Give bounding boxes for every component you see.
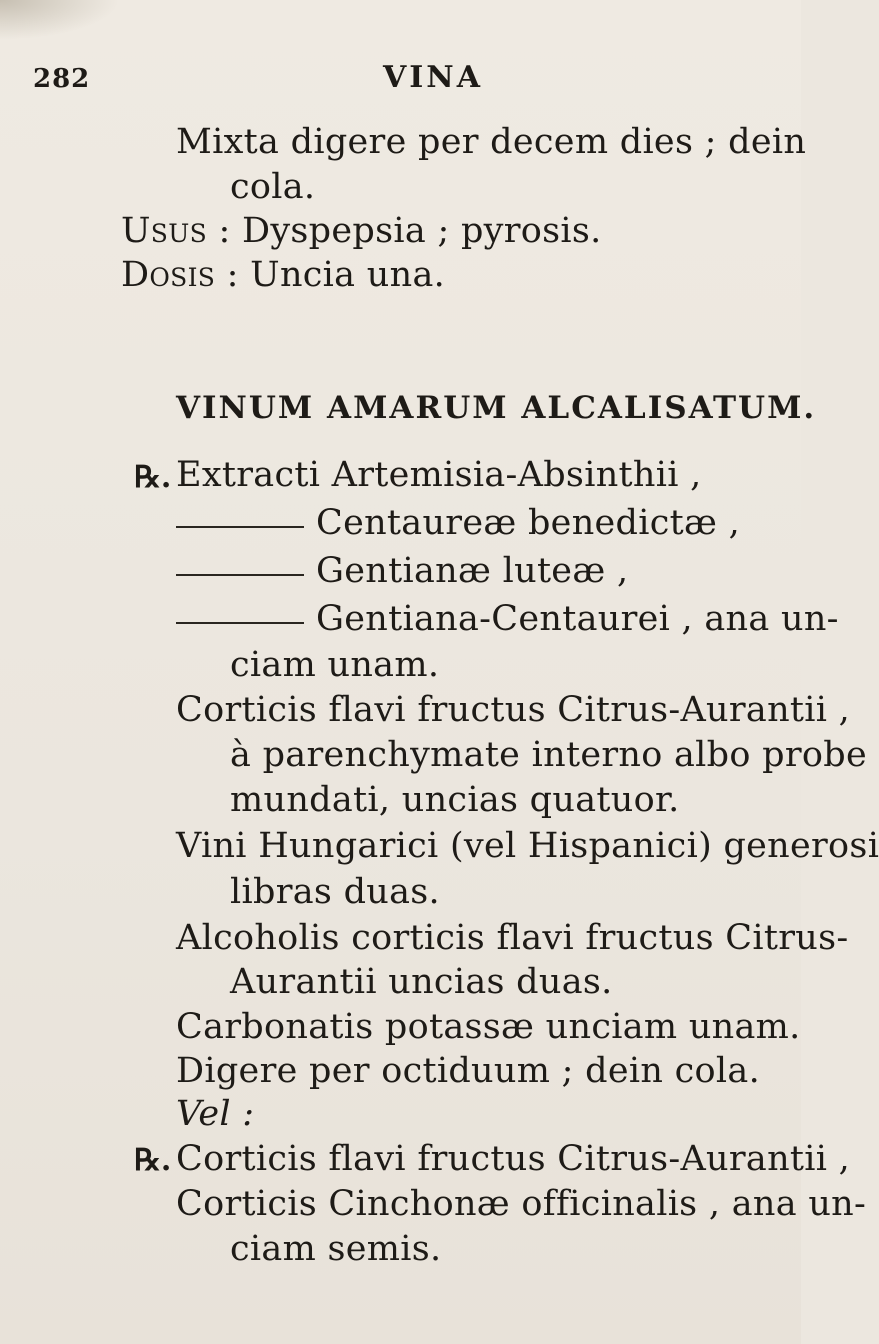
paper-stain	[0, 0, 120, 40]
vel-label: Vel :	[176, 1094, 255, 1134]
ditto-dash	[176, 622, 304, 624]
ingredient-text: Centaureæ benedictæ ,	[316, 503, 741, 543]
dosis-label: Dosis :	[121, 255, 239, 295]
ingredient-line: à parenchymate interno albo probe	[230, 735, 867, 775]
text-line: Mixta digere per decem dies ; dein	[176, 122, 807, 162]
usus-line	[121, 211, 602, 251]
recipe-symbol: ℞.	[134, 460, 172, 495]
usus-text: Dyspepsia ; pyrosis.	[241, 211, 602, 251]
ingredient-line: Aurantii uncias duas.	[230, 962, 613, 1002]
ingredient-line	[176, 599, 839, 639]
ingredient-line: Carbonatis potassæ unciam unam.	[176, 1007, 801, 1047]
ingredient-line	[176, 503, 740, 543]
dosis-line	[121, 255, 445, 295]
ingredient-text: Gentianæ luteæ ,	[316, 551, 629, 591]
ditto-dash	[176, 526, 304, 528]
ingredient-line: Vini Hungarici (vel Hispanici) generosi	[176, 826, 879, 866]
ingredient-line: Corticis Cinchonæ officinalis , ana un-	[176, 1184, 867, 1224]
text-line: cola.	[230, 167, 316, 207]
ingredient-line: Alcoholis corticis flavi fructus Citrus-	[176, 918, 849, 958]
ingredient-line: ciam unam.	[230, 645, 440, 685]
ingredient-line: Corticis flavi fructus Citrus-Aurantii ,	[176, 1139, 851, 1179]
ingredient-line	[176, 551, 628, 591]
ingredient-text: Gentiana-Centaurei , ana un-	[316, 599, 839, 639]
recipe-symbol: ℞.	[134, 1143, 172, 1178]
ditto-dash	[176, 574, 304, 576]
instruction-line: Digere per octiduum ; dein cola.	[176, 1051, 761, 1091]
ingredient-line: Corticis flavi fructus Citrus-Aurantii ,	[176, 690, 851, 730]
running-title: VINA	[383, 60, 484, 95]
section-title: VINUM AMARUM ALCALISATUM.	[176, 390, 817, 426]
page-number: 282	[33, 64, 91, 94]
usus-label: Usus :	[121, 211, 231, 251]
ingredient-line: ciam semis.	[230, 1229, 442, 1269]
ingredient-line: mundati, uncias quatuor.	[230, 780, 680, 820]
ingredient-line: Extracti Artemisia-Absinthii ,	[176, 455, 702, 495]
ingredient-line: libras duas.	[230, 872, 440, 912]
dosis-text: Uncia una.	[250, 255, 446, 295]
